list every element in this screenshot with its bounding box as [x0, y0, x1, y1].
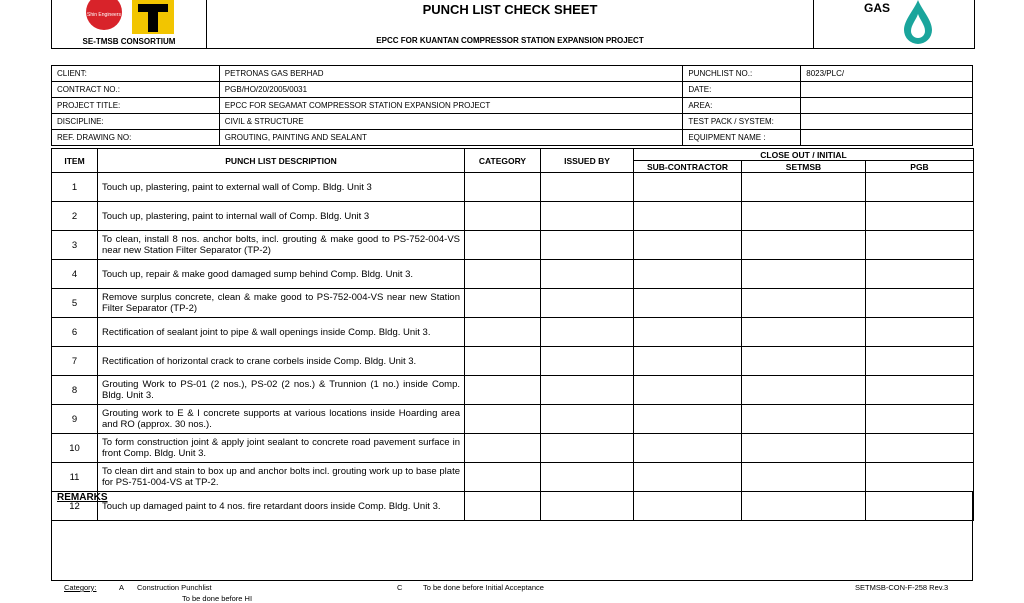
info-label: REF. DRAWING NO:: [52, 130, 220, 146]
item-description: Rectification of sealant joint to pipe & wall openings inside Comp. Bldg. Unit 3.: [98, 318, 465, 347]
info-row: [52, 114, 973, 130]
sub-contractor-cell[interactable]: [634, 289, 742, 318]
close-out-header: CLOSE OUT / INITIAL: [634, 149, 974, 161]
item-description: Grouting work to E & I concrete supports at various locations inside Hoarding area and RO (approx. 30 nos.).: [98, 405, 465, 434]
info-value: EPCC FOR SEGAMAT COMPRESSOR STATION EXPANSION PROJECT: [219, 98, 683, 114]
info-value: CIVIL & STRUCTURE: [219, 114, 683, 130]
category-cell[interactable]: [465, 376, 541, 405]
consortium-logo: [52, 0, 206, 36]
pgb-cell[interactable]: [866, 376, 974, 405]
pgb-cell[interactable]: [866, 318, 974, 347]
item-number: 9: [52, 405, 98, 434]
category-cell[interactable]: [465, 260, 541, 289]
footer-text-b: To be done before HI: [182, 594, 253, 603]
setmsb-cell[interactable]: [742, 405, 866, 434]
category-cell[interactable]: [465, 289, 541, 318]
setmsb-cell[interactable]: [742, 463, 866, 492]
info-label: DISCIPLINE:: [52, 114, 220, 130]
table-row: [52, 318, 974, 347]
table-row: [52, 202, 974, 231]
info-value: PETRONAS GAS BERHAD: [219, 66, 683, 82]
setmsb-cell[interactable]: [742, 173, 866, 202]
setmsb-cell[interactable]: [742, 231, 866, 260]
footer-text-c: To be done before Initial Acceptance: [423, 583, 544, 592]
item-number: 8: [52, 376, 98, 405]
issued-by-cell[interactable]: [541, 231, 634, 260]
issued-by-cell[interactable]: [541, 405, 634, 434]
sub-contractor-cell[interactable]: [634, 260, 742, 289]
client-logo-cell: [813, 0, 974, 48]
issued-by-cell[interactable]: [541, 260, 634, 289]
sub-contractor-cell[interactable]: [634, 173, 742, 202]
sub-contractor-cell[interactable]: [634, 202, 742, 231]
remarks-box: [51, 492, 973, 581]
info-row: [52, 66, 973, 82]
table-row: [52, 260, 974, 289]
table-row: [52, 347, 974, 376]
category-cell[interactable]: [465, 231, 541, 260]
item-description: To clean, install 8 nos. anchor bolts, incl. grouting & make good to PS-752-004-VS near new Station Filter Separator (TP-2): [98, 231, 465, 260]
table-row: [52, 434, 974, 463]
info-right-label: EQUIPMENT NAME :: [683, 130, 801, 146]
table-row: [52, 376, 974, 405]
info-row: [52, 130, 973, 146]
item-number: 5: [52, 289, 98, 318]
item-number: 7: [52, 347, 98, 376]
issued-by-cell[interactable]: [541, 289, 634, 318]
gas-drop-icon: [898, 0, 938, 46]
issued-by-cell[interactable]: [541, 463, 634, 492]
setmsb-cell[interactable]: [742, 376, 866, 405]
issued-by-cell[interactable]: [541, 434, 634, 463]
footer-category-label: Category:: [64, 583, 97, 592]
item-description: Remove surplus concrete, clean & make good to PS-752-004-VS near new Station Filter Separator (TP-2): [98, 289, 465, 318]
page-title: PUNCH LIST CHECK SHEET: [422, 2, 598, 17]
sub-contractor-cell[interactable]: [634, 347, 742, 376]
table-row: [52, 405, 974, 434]
sub-contractor-cell[interactable]: [634, 231, 742, 260]
item-header: ITEM: [52, 149, 98, 173]
gas-label: GAS: [863, 1, 890, 15]
info-value: PGB/HO/20/2005/0031: [219, 82, 683, 98]
sub-contractor-cell[interactable]: [634, 434, 742, 463]
pgb-cell[interactable]: [866, 231, 974, 260]
issued-by-cell[interactable]: [541, 376, 634, 405]
project-info-table: [51, 65, 973, 146]
info-row: [52, 98, 973, 114]
footer-text-a: Construction Punchlist: [137, 583, 212, 592]
svg-text:Shin Engineers: Shin Engineers: [87, 12, 121, 18]
info-label: CONTRACT NO.:: [52, 82, 220, 98]
info-right-label: TEST PACK / SYSTEM:: [683, 114, 801, 130]
issued-by-cell[interactable]: [541, 202, 634, 231]
table-row: [52, 289, 974, 318]
logo-cell: [52, 0, 207, 48]
issued-by-cell[interactable]: [541, 347, 634, 376]
category-cell[interactable]: [465, 463, 541, 492]
setmsb-cell[interactable]: [742, 289, 866, 318]
item-number: 12: [52, 492, 98, 521]
item-number: 6: [52, 318, 98, 347]
setmsb-cell[interactable]: [742, 434, 866, 463]
punch-list-table: [51, 148, 974, 521]
info-value: GROUTING, PAINTING AND SEALANT: [219, 130, 683, 146]
remarks-label: REMARKS: [57, 492, 108, 503]
info-right-label: PUNCHLIST NO.:: [683, 66, 801, 82]
footer-code-c: C: [397, 583, 403, 592]
sub-contractor-cell[interactable]: [634, 463, 742, 492]
issued-by-header: ISSUED BY: [541, 149, 634, 173]
item-description: To form construction joint & apply joint sealant to concrete road pavement surface in front Comp. Bldg. Unit 3.: [98, 434, 465, 463]
category-cell[interactable]: [465, 318, 541, 347]
sub-contractor-cell[interactable]: [634, 376, 742, 405]
item-description: Rectification of horizontal crack to crane corbels inside Comp. Bldg. Unit 3.: [98, 347, 465, 376]
document-header: [51, 0, 975, 49]
issued-by-cell[interactable]: [541, 318, 634, 347]
info-label: CLIENT:: [52, 66, 220, 82]
info-right-value: 8023/PLC/: [801, 66, 973, 82]
category-cell[interactable]: [465, 202, 541, 231]
pgb-header: PGB: [866, 161, 974, 173]
pgb-cell[interactable]: [866, 463, 974, 492]
info-right-value: [801, 82, 973, 98]
pgb-cell[interactable]: [866, 405, 974, 434]
item-description: Touch up, plastering, paint to external wall of Comp. Bldg. Unit 3: [98, 173, 465, 202]
info-right-value: [801, 114, 973, 130]
category-cell[interactable]: [465, 434, 541, 463]
category-cell[interactable]: [465, 347, 541, 376]
pgb-cell[interactable]: [866, 173, 974, 202]
setmsb-header: SETMSB: [742, 161, 866, 173]
pgb-cell[interactable]: [866, 202, 974, 231]
item-number: 11: [52, 463, 98, 492]
category-header: CATEGORY: [465, 149, 541, 173]
pgb-cell[interactable]: [866, 289, 974, 318]
category-cell[interactable]: [465, 405, 541, 434]
item-description: Touch up, repair & make good damaged sump behind Comp. Bldg. Unit 3.: [98, 260, 465, 289]
info-row: [52, 82, 973, 98]
issued-by-cell[interactable]: [541, 173, 634, 202]
pgb-cell[interactable]: [866, 347, 974, 376]
item-description: To clean dirt and stain to box up and anchor bolts incl. grouting work up to base plate for PS-751-004-VS at TP-2.: [98, 463, 465, 492]
setmsb-cell[interactable]: [742, 260, 866, 289]
item-number: 10: [52, 434, 98, 463]
table-row: [52, 463, 974, 492]
footer-code-a: A: [119, 583, 125, 592]
info-right-label: AREA:: [683, 98, 801, 114]
category-cell[interactable]: [465, 173, 541, 202]
pgb-cell[interactable]: [866, 260, 974, 289]
document-reference: SETMSB-CON-F-258 Rev.3: [855, 583, 949, 592]
project-subtitle: EPCC FOR KUANTAN COMPRESSOR STATION EXPANSION PROJECT: [376, 36, 644, 45]
item-number: 4: [52, 260, 98, 289]
item-number: 3: [52, 231, 98, 260]
sub-contractor-cell[interactable]: [634, 405, 742, 434]
setmsb-cell[interactable]: [742, 347, 866, 376]
table-row: [52, 173, 974, 202]
item-number: 1: [52, 173, 98, 202]
info-right-value: [801, 98, 973, 114]
item-description: Grouting Work to PS-01 (2 nos.), PS-02 (2 nos.) & Trunnion (1 no.) inside Comp. Bldg. Unit 3.: [98, 376, 465, 405]
item-description: Touch up, plastering, paint to internal wall of Comp. Bldg. Unit 3: [98, 202, 465, 231]
description-header: PUNCH LIST DESCRIPTION: [98, 149, 465, 173]
info-right-value: [801, 130, 973, 146]
setmsb-cell[interactable]: [742, 318, 866, 347]
item-description: Touch up damaged paint to 4 nos. fire retardant doors inside Comp. Bldg. Unit 3.: [98, 492, 465, 521]
setmsb-cell[interactable]: [742, 202, 866, 231]
sub-contractor-cell[interactable]: [634, 318, 742, 347]
consortium-name: SE-TMSB CONSORTIUM: [82, 37, 176, 46]
info-label: PROJECT TITLE:: [52, 98, 220, 114]
info-right-label: DATE:: [683, 82, 801, 98]
table-row: [52, 231, 974, 260]
pgb-cell[interactable]: [866, 434, 974, 463]
item-number: 2: [52, 202, 98, 231]
sub-contractor-header: SUB-CONTRACTOR: [634, 161, 742, 173]
